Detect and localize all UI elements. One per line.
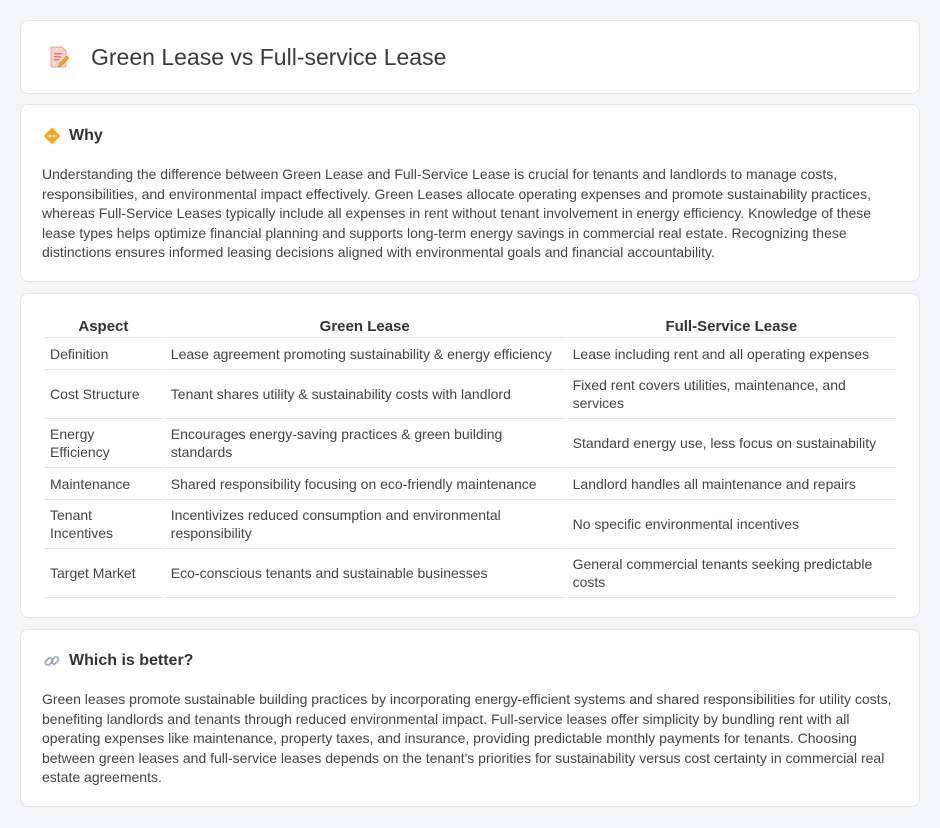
table-header-aspect: Aspect <box>44 316 163 338</box>
which-is-better-section <box>20 629 920 807</box>
table-header-green-lease: Green Lease <box>165 316 565 338</box>
table-cell-full: Fixed rent covers utilities, maintenance, and services <box>567 370 896 419</box>
table-cell-green: Tenant shares utility & sustainability costs with landlord <box>165 370 565 419</box>
why-section <box>20 104 920 282</box>
table-row <box>44 338 896 370</box>
table-cell-full: No specific environmental incentives <box>567 500 896 549</box>
document-pencil-icon <box>47 45 71 69</box>
better-title: Which is better? <box>69 652 194 669</box>
table-cell-aspect: Target Market <box>44 549 163 598</box>
table-row <box>44 370 896 419</box>
why-title: Why <box>69 127 103 144</box>
table-cell-aspect: Definition <box>44 338 163 370</box>
table-header-row <box>44 316 896 338</box>
table-cell-aspect: Tenant Incentives <box>44 500 163 549</box>
table-cell-green: Incentivizes reduced consumption and environmental responsibility <box>165 500 565 549</box>
table-cell-green: Eco-conscious tenants and sustainable businesses <box>165 549 565 598</box>
table-row <box>44 468 896 500</box>
page-title: Green Lease vs Full-service Lease <box>91 43 447 70</box>
better-heading <box>43 652 193 670</box>
table-row <box>44 419 896 468</box>
table-cell-green: Encourages energy-saving practices & green building standards <box>165 419 565 468</box>
diamond-sign-icon <box>43 127 61 145</box>
table-row <box>44 500 896 549</box>
table-header-full-service-lease: Full-Service Lease <box>567 316 896 338</box>
table-cell-aspect: Energy Efficiency <box>44 419 163 468</box>
better-body: Green leases promote sustainable building practices by incorporating energy-efficient systems and shared responsibilities for utility costs, benefiting landlords and tenants through reduced environmental impact. Full-service leases offer simplicity by bundling rent with all operating expenses like maintenance, property taxes, and insurance, providing predictable monthly payments for tenants. Choosing between green leases and full-service leases depends on the tenant's priorities for sustainability versus cost certainty in commercial real estate agreements. <box>42 691 892 786</box>
table-cell-full: Lease including rent and all operating expenses <box>567 338 896 370</box>
table-cell-green: Shared responsibility focusing on eco-friendly maintenance <box>165 468 565 500</box>
comparison-table-card <box>20 293 920 618</box>
table-cell-full: Landlord handles all maintenance and repairs <box>567 468 896 500</box>
table-cell-aspect: Maintenance <box>44 468 163 500</box>
table-cell-full: Standard energy use, less focus on sustainability <box>567 419 896 468</box>
table-row <box>44 549 896 598</box>
comparison-table <box>42 316 898 598</box>
table-cell-full: General commercial tenants seeking predictable costs <box>567 549 896 598</box>
title-card <box>20 20 920 94</box>
why-heading <box>43 127 103 145</box>
why-body: Understanding the difference between Green Lease and Full-Service Lease is crucial for tenants and landlords to manage costs, responsibilities, and environmental impact effectively. Green Leases allocate operating expenses and promote sustainability practices, whereas Full-Service Leases typically include all expenses in rent without tenant involvement in energy efficiency. Knowledge of these lease types helps optimize financial planning and supports long-term energy savings in commercial real estate. Recognizing these distinctions ensures informed leasing decisions aligned with environmental goals and financial accountability. <box>42 166 872 261</box>
table-cell-aspect: Cost Structure <box>44 370 163 419</box>
table-cell-green: Lease agreement promoting sustainability & energy efficiency <box>165 338 565 370</box>
link-icon <box>43 652 61 670</box>
